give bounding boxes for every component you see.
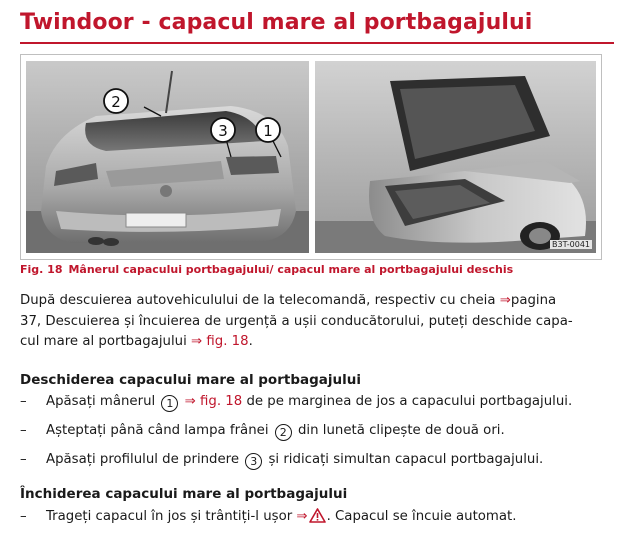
callout-2-label: 2 xyxy=(111,93,121,111)
open-step-3 xyxy=(20,452,543,470)
intro-line-3 xyxy=(20,332,605,353)
callout-3-label: 3 xyxy=(218,122,228,140)
figure-caption-text: Mânerul capacului portbagajului/ capacul mare al portbagajului deschis xyxy=(68,263,514,276)
open-section-heading: Deschiderea capacului mare al portbagajului xyxy=(20,372,361,388)
figure-link[interactable]: ⇒ fig. 18 xyxy=(180,394,243,409)
arrow-ref: ⇒ xyxy=(296,509,308,524)
step-text: și ridicați simultan capacul portbagajului. xyxy=(264,452,544,467)
intro-line-1 xyxy=(20,291,605,312)
close-step-1 xyxy=(20,508,516,527)
close-section-heading: Închiderea capacului mare al portbagajului xyxy=(20,486,348,502)
list-dash: – xyxy=(20,509,27,524)
list-dash: – xyxy=(20,394,27,409)
figure-caption xyxy=(20,263,513,276)
title-divider xyxy=(20,42,614,44)
step-text: . Capacul se încuie automat. xyxy=(326,509,517,524)
arrow-ref: ⇒ xyxy=(499,293,511,308)
step-text: Apăsați profilulul de prindere xyxy=(46,452,244,467)
warning-triangle-icon[interactable] xyxy=(309,508,326,527)
step-text: din lunetă clipește de două ori. xyxy=(293,423,505,438)
open-step-2 xyxy=(20,423,505,441)
figure-number: Fig. 18 xyxy=(20,263,63,276)
intro-text: După descuierea autovehiculului de la telecomandă, respectiv cu cheia xyxy=(20,293,500,308)
list-dash: – xyxy=(20,423,27,438)
number-circle-1: 1 xyxy=(161,395,178,412)
figure-link[interactable]: ⇒ fig. 18 xyxy=(191,334,249,349)
intro-text: cul mare al portbagajului xyxy=(20,334,192,349)
page-title: Twindoor - capacul mare al portbagajului xyxy=(20,10,533,35)
list-dash: – xyxy=(20,452,27,467)
intro-text: . xyxy=(248,334,253,349)
step-text: Așteptați până când lampa frânei xyxy=(46,423,273,438)
open-step-1 xyxy=(20,394,572,412)
number-circle-3: 3 xyxy=(245,453,262,470)
page-link[interactable]: pagina xyxy=(510,293,557,308)
step-text: de pe marginea de jos a capacului portbagajului. xyxy=(242,394,573,409)
figure-18 xyxy=(20,54,602,260)
intro-line-2: 37, Descuierea și încuierea de urgență a ușii conducătorului, puteți deschide capa- xyxy=(20,313,573,329)
callout-1-label: 1 xyxy=(263,122,273,140)
figure-code: B3T-0041 xyxy=(552,240,590,249)
step-text: Trageți capacul în jos și trântiți-l ușor xyxy=(46,509,297,524)
step-text: Apăsați mânerul xyxy=(46,394,160,409)
number-circle-2: 2 xyxy=(275,424,292,441)
photo-rear-closed xyxy=(26,61,309,253)
intro-paragraph xyxy=(20,291,605,353)
photo-liftgate-open xyxy=(315,61,596,253)
